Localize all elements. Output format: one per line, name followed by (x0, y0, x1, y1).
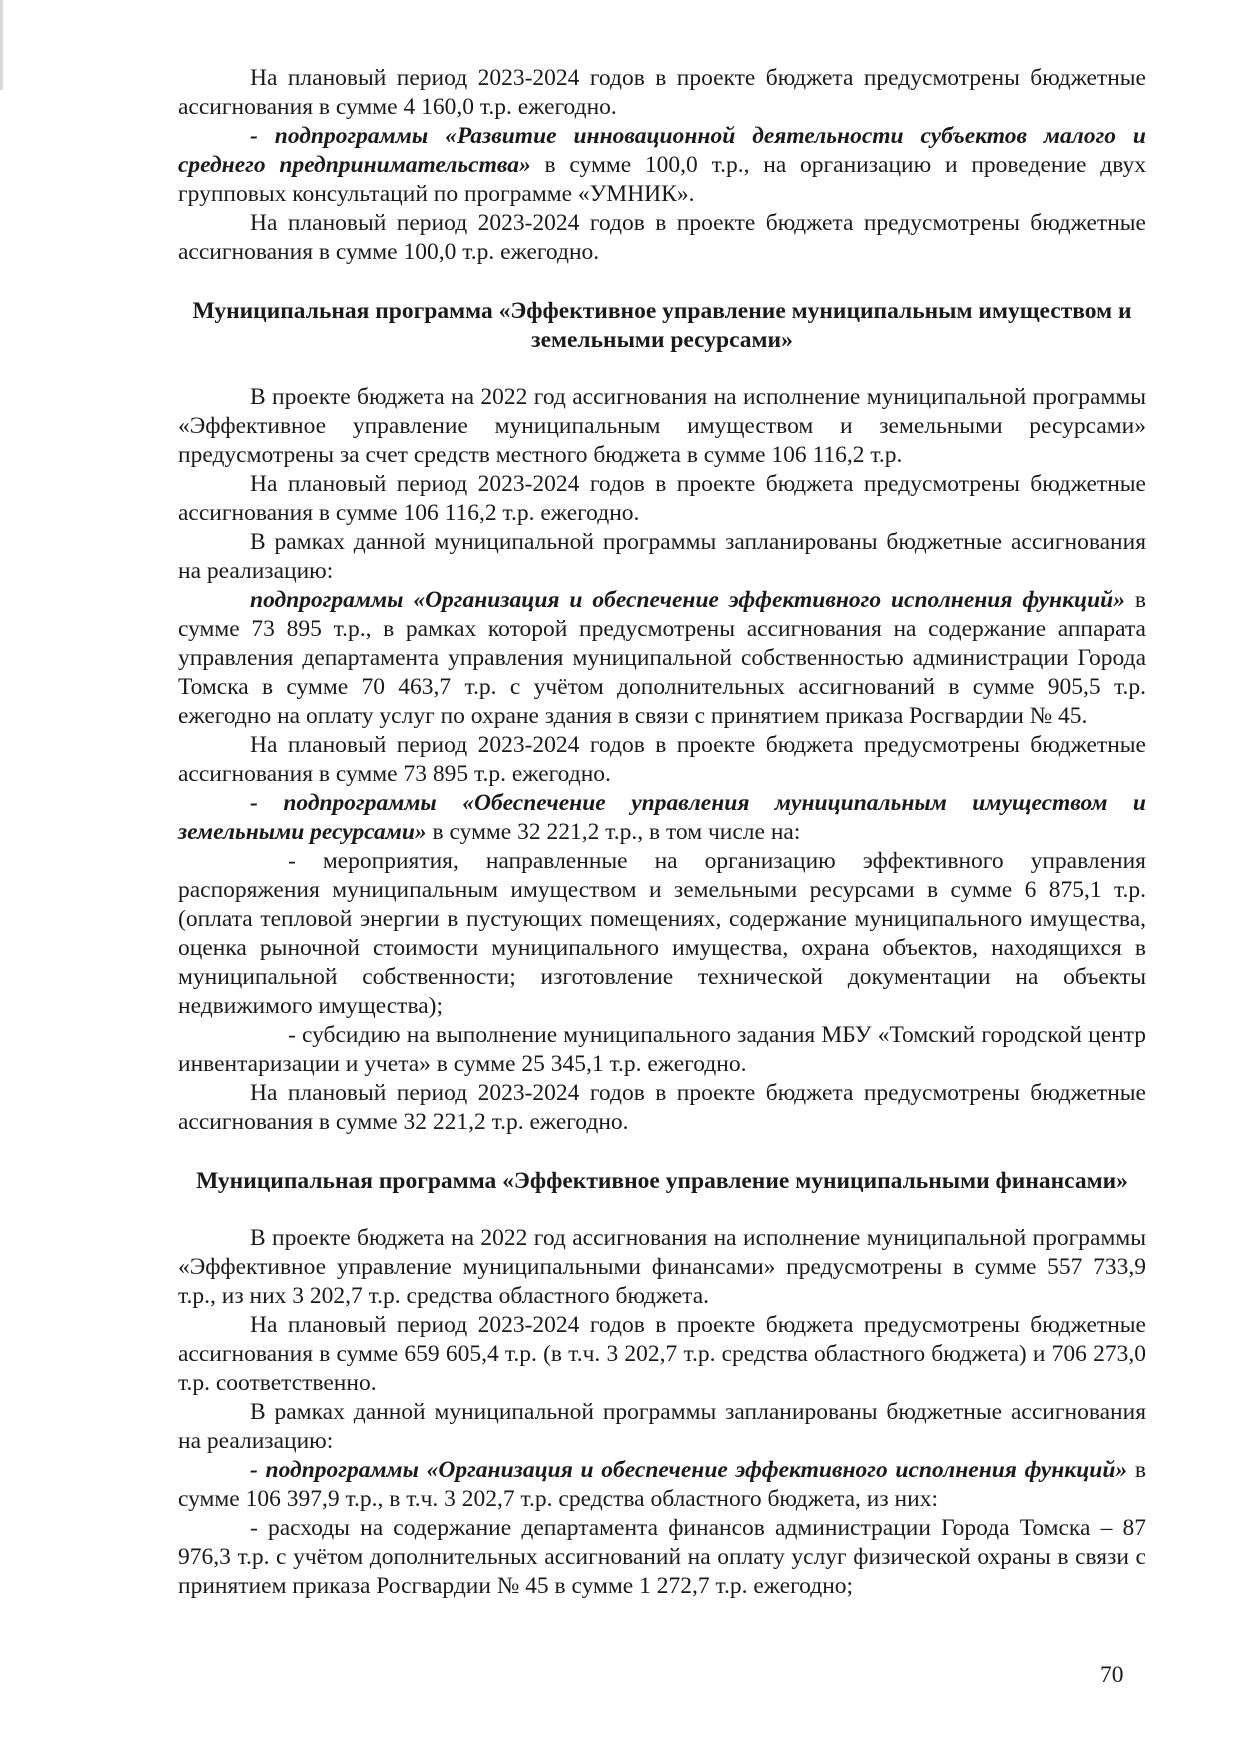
heading-finance-program: Муниципальная программа «Эффективное управление муниципальными финансами» (196, 1168, 1128, 1194)
paragraph-property-plan: На плановый период 2023-2024 годов в проекте бюджета предусмотрены бюджетные ассигнования в сумме 106 116,2 т.р. ежегодно. (178, 471, 1146, 526)
heading-property-program: Муниципальная программа «Эффективное управление муниципальным имуществом и земельными ресурсами» (192, 298, 1132, 353)
list-item-subsidy: - субсидию на выполнение муниципального задания МБУ «Томский городской центр инвентаризации и учета» в сумме 25 345,1 т.р. ежегодно. (178, 1022, 1146, 1077)
paragraph-subprogram-innovation: - подпрограммы «Развитие инновационной деятельности субъектов малого и среднего предпринимательства» в сумме 100,0 т.р., на организацию и проведение двух групповых консультаций по программе «УМНИК». (178, 123, 1146, 207)
paragraph-plan-73895: На плановый период 2023-2024 годов в проекте бюджета предусмотрены бюджетные ассигнования в сумме 73 895 т.р. ежегодно. (178, 732, 1146, 787)
paragraph-finance-plan: На плановый период 2023-2024 годов в проекте бюджета предусмотрены бюджетные ассигнования в сумме 659 605,4 т.р. (в т.ч. 3 202,7 т.р. средства областного бюджета) и 706 273,0 т.р. соответственно. (178, 1312, 1146, 1396)
paragraph-subprogram-functions: подпрограммы «Организация и обеспечение эффективного исполнения функций» в сумме 73 895 т.р., в рамках которой предусмотрены ассигнования на содержание аппарата управления департамента управления муниципальной собственностью администрации Города Томска в сумме 70 463,7 т.р. с учётом дополнительных ассигнований в сумме 905,5 т.р. ежегодно на оплату услуг по охране здания в связи с принятием приказа Росгвардии № 45. (178, 587, 1146, 729)
paragraph-finance-2022: В проекте бюджета на 2022 год ассигнования на исполнение муниципальной программы «Эффективное управление муниципальными финансами» предусмотрены в сумме 557 733,9 т.р., из них 3 202,7 т.р. средства областного бюджета. (178, 1225, 1146, 1309)
paragraph-property-framework: В рамках данной муниципальной программы запланированы бюджетные ассигнования на реализацию: (178, 529, 1146, 584)
document-page (178, 64, 1146, 1601)
page-number: 70 (1100, 1662, 1124, 1688)
paragraph-plan-32221: На плановый период 2023-2024 годов в проекте бюджета предусмотрены бюджетные ассигнования в сумме 32 221,2 т.р. ежегодно. (178, 1080, 1146, 1135)
paragraph-property-2022: В проекте бюджета на 2022 год ассигнования на исполнение муниципальной программы «Эффективное управление муниципальным имуществом и земельными ресурсами» предусмотрены за счет средств местного бюджета в сумме 106 116,2 т.р. (178, 384, 1146, 468)
scan-edge-mark (0, 0, 3, 90)
paragraph-plan-100: На плановый период 2023-2024 годов в проекте бюджета предусмотрены бюджетные ассигнования в сумме 100,0 т.р. ежегодно. (178, 210, 1146, 265)
paragraph-subprogram-property-management: - подпрограммы «Обеспечение управления муниципальным имуществом и земельными ресурсами» в сумме 32 221,2 т.р., в том числе на: (178, 790, 1146, 845)
paragraph-plan-4160: На плановый период 2023-2024 годов в проекте бюджета предусмотрены бюджетные ассигнования в сумме 4 160,0 т.р. ежегодно. (178, 65, 1146, 120)
paragraph-finance-subprogram-functions: - подпрограммы «Организация и обеспечение эффективного исполнения функций» в сумме 106 397,9 т.р., в т.ч. 3 202,7 т.р. средства областного бюджета, из них: (178, 1457, 1146, 1512)
paragraph-finance-framework: В рамках данной муниципальной программы запланированы бюджетные ассигнования на реализацию: (178, 1399, 1146, 1454)
list-item-measures: - мероприятия, направленные на организацию эффективного управления распоряжения муниципальным имуществом и земельными ресурсами в сумме 6 875,1 т.р. (оплата тепловой энергии в пустующих помещениях, содержание муниципального имущества, оценка рыночной стоимости муниципального имущества, охрана объектов, находящихся в муниципальной собственности; изготовление технической документации на объекты недвижимого имущества); (178, 848, 1146, 1019)
paragraph-finance-department-expenses: - расходы на содержание департамента финансов администрации Города Томска – 87 976,3 т.р. с учётом дополнительных ассигнований на оплату услуг физической охраны в связи с принятием приказа Росгвардии № 45 в сумме 1 272,7 т.р. ежегодно; (178, 1515, 1146, 1599)
